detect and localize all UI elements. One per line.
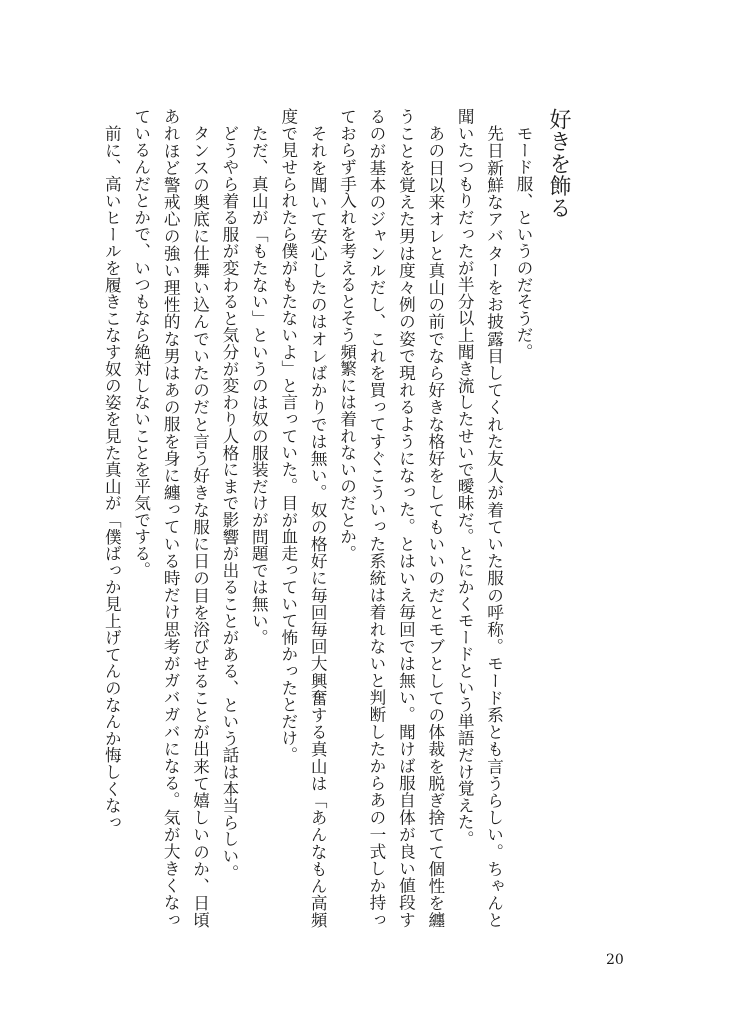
paragraph-5: ただ、真山が「もたない」というのは奴の服装だけが問題では無い。 — [249, 124, 269, 646]
paragraph-7: タンスの奥底に仕舞い込んでいたのだと言う好きな服に日の目を浴びせることが出来て嬉しいのか、日頃あれほど警戒心の強い理性的な男はあの服を身に纏っている時だけ思考がガバガバになる。気が大きくなっているんだとかで、いつもなら絶対しないことを平気でする。 — [131, 108, 210, 928]
chapter-title: 好きを飾る — [546, 108, 571, 219]
paragraph-2: 先日新鮮なアバターをお披露目してくれた友人が着ていた服の呼称。モード系とも言うらしい。ちゃんと聞いたつもりだったが半分以上聞き流したせいで曖昧だ。とにかくモードという単語だけ覚えた。 — [455, 108, 504, 928]
page-number: 20 — [606, 952, 624, 968]
paragraph-6: どうやら着る服が変わると気分が変わり人格にまで影響が出ることがある、という話は本当らしい。 — [219, 124, 239, 881]
paragraph-3: あの日以来オレと真山の前でなら好きな格好をしてもいいのだとモブとしての体裁を脱ぎ捨てて個性を纏うことを覚えた男は度々例の姿で現れるようになった。とはいえ毎回では無い。聞けば服自体が良い値段するのが基本のジャンルだし、これを買ってすぐこういった系統は着れないと判断したからあの一式しか持っておらず手入れを考えるとそう頻繁には着れないのだとか。 — [337, 108, 445, 928]
paragraph-1: モード服、というのだそうだ。 — [514, 124, 533, 360]
paragraph-4: それを聞いて安心したのはオレばかりでは無い。奴の格好に毎回毎回大興奮する真山は「あんなもん高頻度で見せられたら僕がもたないよ」と言っていた。目が血走っていて怖かったとだけ。 — [278, 108, 328, 928]
vertical-text-body — [97, 108, 578, 928]
paragraph-8: 前に、高いヒールを履きこなす奴の姿を見た真山が「僕ばっか見上げてんのなんか悔しくなっ — [102, 124, 122, 831]
